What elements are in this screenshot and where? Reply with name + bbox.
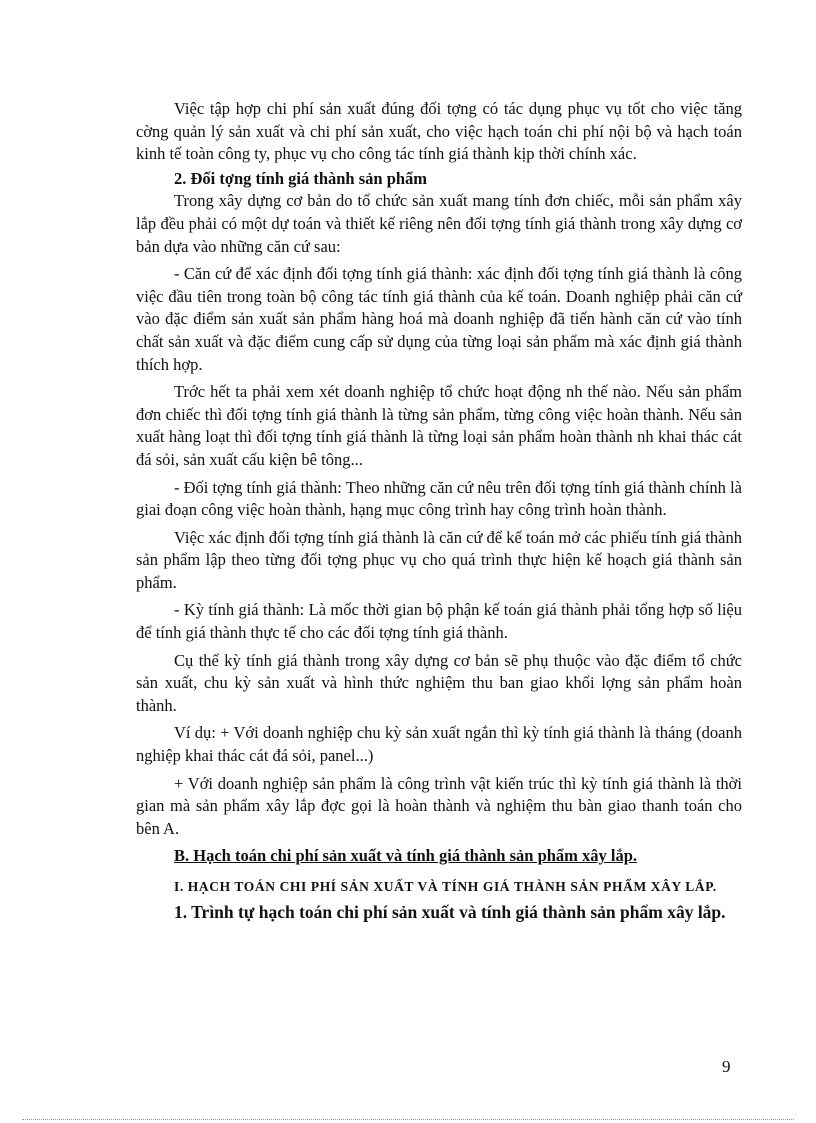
footer-divider	[22, 1119, 794, 1120]
part-heading: B. Hạch toán chi phí sản xuất và tính giá thành sản phẩm xây lắp.	[174, 846, 638, 866]
document-body	[136, 98, 742, 924]
paragraph: Trớc hết ta phải xem xét doanh nghiệp tổ chức hoạt động nh thế nào. Nếu sản phẩm đơn chiếc thì đối tợng tính giá thành là từng sản phẩm, từng công việc hoàn thành. Nếu sản xuất hàng loạt thì đối tợng tính giá thành là từng loại sản phẩm hoàn thành nh khai thác cát đá sỏi, sản xuất cấu kiện bê tông...	[136, 382, 742, 469]
paragraph: - Căn cứ để xác định đối tợng tính giá thành: xác định đối tợng tính giá thành là công việc đầu tiên trong toàn bộ công tác tính giá thành của kế toán. Doanh nghiệp phải căn cứ vào đặc điểm sản xuất sản phẩm hàng hoá mà doanh nghiệp đã tiến hành căn cứ vào tính chất sản xuất và đặc điểm cung cấp sử dụng của từng loại sản phẩm mà xác định giá thành thích hợp.	[136, 264, 742, 374]
section-heading: 2. Đối tợng tính giá thành sản phẩm	[174, 168, 428, 188]
paragraph: Ví dụ: + Với doanh nghiệp chu kỳ sản xuất ngắn thì kỳ tính giá thành là tháng (doanh nghiệp khai thác cát đá sỏi, panel...)	[136, 723, 742, 766]
paragraph: Việc tập hợp chi phí sản xuất đúng đối tợng có tác dụng phục vụ tốt cho việc tăng cờng quản lý sản xuất và chi phí sản xuất, cho việc hạch toán chi phí nội bộ và hạch toán kinh tế toàn công ty, phục vụ cho công tác tính giá thành kịp thời chính xác.	[136, 99, 742, 164]
paragraph: - Đối tợng tính giá thành: Theo những căn cứ nêu trên đối tợng tính giá thành chính là giai đoạn công việc hoàn thành, hạng mục công trình hay công trình hoàn thành.	[136, 477, 742, 520]
subsection-heading: 1. Trình tự hạch toán chi phí sản xuất và tính giá thành sản phẩm xây lắp.	[174, 902, 726, 922]
page-number: 9	[722, 1057, 731, 1076]
chapter-heading: I. HẠCH TOÁN CHI PHÍ SẢN XUẤT VÀ TÍNH GIÁ THÀNH SẢN PHẨM XÂY LẮP.	[174, 879, 717, 894]
paragraph: + Với doanh nghiệp sản phẩm là công trình vật kiến trúc thì kỳ tính giá thành là thời gian mà sản phẩm xây lắp đợc gọi là hoàn thành và nghiệm thu bàn giao thanh toán cho bên A.	[136, 773, 742, 838]
paragraph: - Kỳ tính giá thành: Là mốc thời gian bộ phận kế toán giá thành phải tổng hợp số liệu để tính giá thành thực tế cho các đối tợng tính giá thành.	[136, 600, 742, 643]
paragraph: Trong xây dựng cơ bản do tổ chức sản xuất mang tính đơn chiếc, mỗi sản phẩm xây lắp đều phải có một dự toán và thiết kế riêng nên đối tợng tính giá thành trong xây dựng cơ bản dựa vào những căn cứ sau:	[136, 191, 742, 256]
paragraph: Cụ thể kỳ tính giá thành trong xây dựng cơ bản sẽ phụ thuộc vào đặc điểm tổ chức sản xuất, chu kỳ sản xuất và hình thức nghiệm thu ban giao khối lợng sản phẩm hoàn thành.	[136, 650, 742, 715]
paragraph: Việc xác định đối tợng tính giá thành là căn cứ để kế toán mở các phiếu tính giá thành sản phẩm lập theo từng đối tợng phục vụ cho quá trình thực hiện kế hoạch giá thành sản phẩm.	[136, 527, 742, 592]
